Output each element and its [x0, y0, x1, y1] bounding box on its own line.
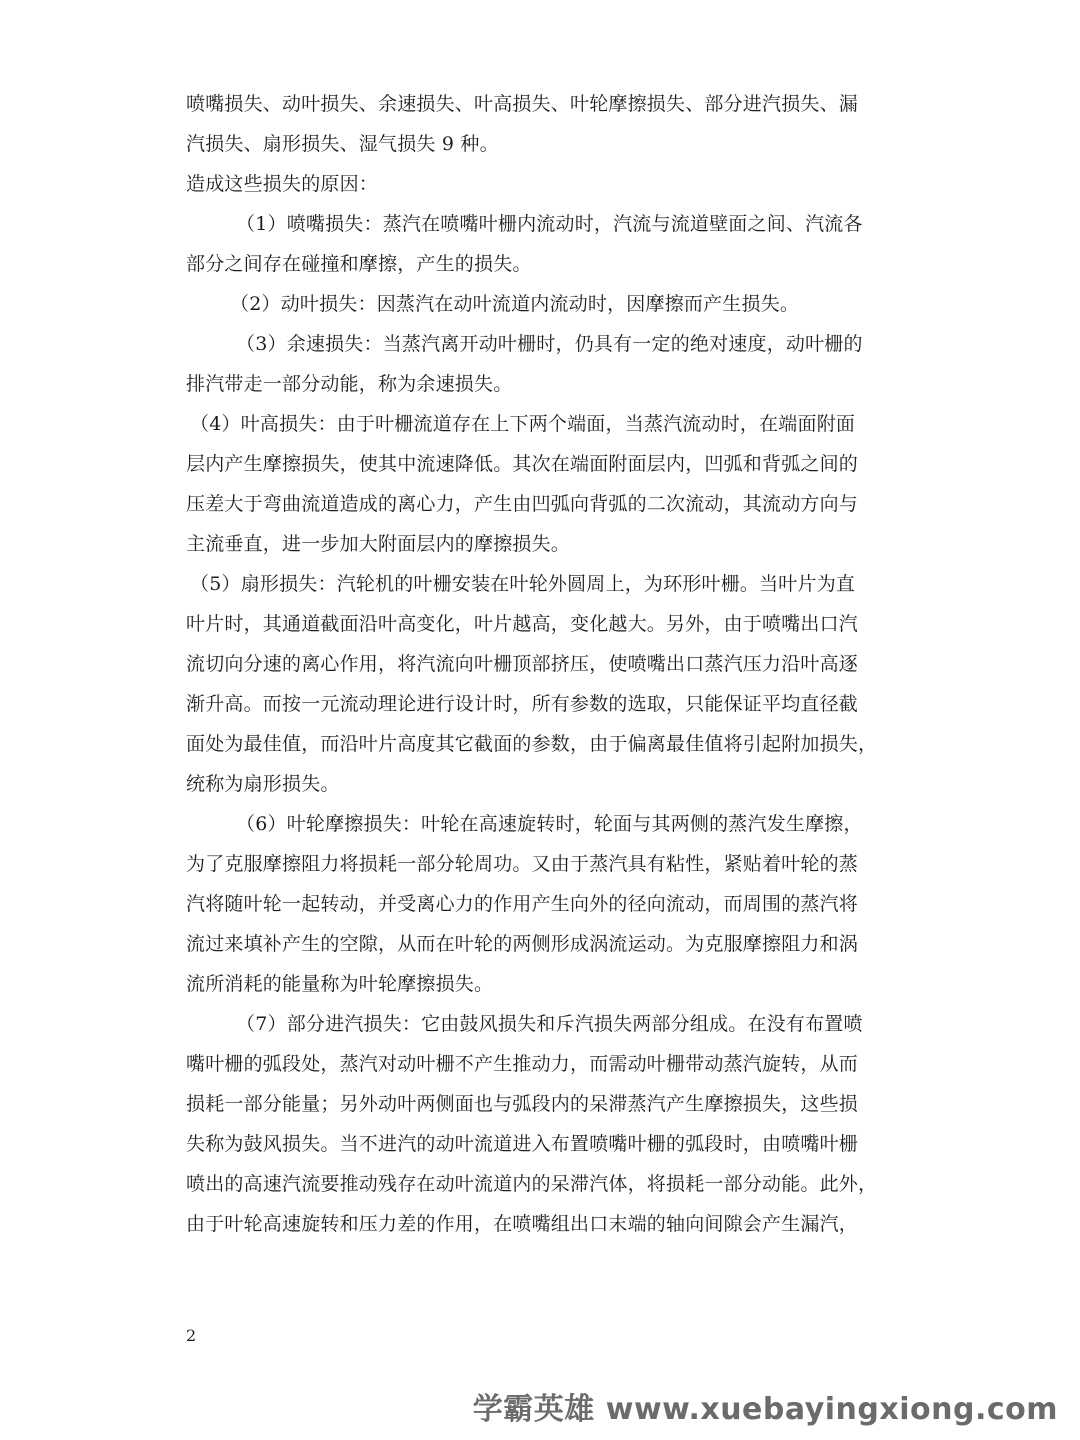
text-line: 统称为扇形损失。: [186, 773, 340, 795]
text-line: 造成这些损失的原因：: [186, 173, 379, 195]
text-line: 汽将随叶轮一起转动，并受离心力的作用产生向外的径向流动，而周围的蒸汽将: [186, 893, 859, 915]
text-line: 主流垂直，进一步加大附面层内的摩擦损失。: [186, 533, 571, 555]
text-line: 流切向分速的离心作用，将汽流向叶栅顶部挤压，使喷嘴出口蒸汽压力沿叶高逐: [186, 653, 859, 675]
text-line: （3）余速损失：当蒸汽离开动叶栅时，仍具有一定的绝对速度，动叶栅的: [236, 333, 863, 355]
text-line: 叶片时，其通道截面沿叶高变化，叶片越高，变化越大。另外，由于喷嘴出口汽: [186, 613, 859, 635]
site-watermark: 学霸英雄 www.xuebayingxiong.com: [472, 1392, 1058, 1427]
text-line: 流过来填补产生的空隙，从而在叶轮的两侧形成涡流运动。为克服摩擦阻力和涡: [186, 933, 859, 955]
text-line: 损耗一部分能量；另外动叶两侧面也与弧段内的呆滞蒸汽产生摩擦损失，这些损: [186, 1093, 859, 1115]
text-line: 喷出的高速汽流要推动残存在动叶流道内的呆滞汽体，将损耗一部分动能。此外，: [186, 1173, 878, 1195]
text-line: （1）喷嘴损失：蒸汽在喷嘴叶栅内流动时，汽流与流道壁面之间、汽流各: [236, 213, 863, 235]
text-line: 渐升高。而按一元流动理论进行设计时，所有参数的选取，只能保证平均直径截: [186, 693, 859, 715]
text-line: （2）动叶损失：因蒸汽在动叶流道内流动时，因摩擦而产生损失。: [230, 293, 800, 315]
text-line: 汽损失、扇形损失、湿气损失 9 种。: [186, 133, 499, 155]
text-line: 层内产生摩擦损失，使其中流速降低。其次在端面附面层内，凹弧和背弧之间的: [186, 453, 859, 475]
text-line: 为了克服摩擦阻力将损耗一部分轮周功。又由于蒸汽具有粘性，紧贴着叶轮的蒸: [186, 853, 859, 875]
text-line: 压差大于弯曲流道造成的离心力，产生由凹弧向背弧的二次流动，其流动方向与: [186, 493, 859, 515]
page-number: 2: [186, 1326, 197, 1345]
text-line: 失称为鼓风损失。当不进汽的动叶流道进入布置喷嘴叶栅的弧段时，由喷嘴叶栅: [186, 1133, 859, 1155]
text-line: 面处为最佳值，而沿叶片高度其它截面的参数，由于偏离最佳值将引起附加损失，: [186, 733, 878, 755]
document-body: [186, 84, 898, 1244]
text-line: 喷嘴损失、动叶损失、余速损失、叶高损失、叶轮摩擦损失、部分进汽损失、漏: [186, 93, 859, 115]
text-line: 部分之间存在碰撞和摩擦，产生的损失。: [186, 253, 532, 275]
text-line: 排汽带走一部分动能，称为余速损失。: [186, 373, 513, 395]
text-line: （4）叶高损失：由于叶栅流道存在上下两个端面，当蒸汽流动时，在端面附面: [190, 413, 856, 435]
text-line: （5）扇形损失：汽轮机的叶栅安装在叶轮外圆周上，为环形叶栅。当叶片为直: [190, 573, 856, 595]
text-line: 流所消耗的能量称为叶轮摩擦损失。: [186, 973, 494, 995]
text-line: （7）部分进汽损失：它由鼓风损失和斥汽损失两部分组成。在没有布置喷: [236, 1013, 863, 1035]
text-line: （6）叶轮摩擦损失：叶轮在高速旋转时，轮面与其两侧的蒸汽发生摩擦，: [236, 813, 863, 835]
text-line: 嘴叶栅的弧段处，蒸汽对动叶栅不产生推动力，而需动叶栅带动蒸汽旋转，从而: [186, 1053, 859, 1075]
text-line: 由于叶轮高速旋转和压力差的作用，在喷嘴组出口末端的轴向间隙会产生漏汽，: [186, 1213, 859, 1235]
